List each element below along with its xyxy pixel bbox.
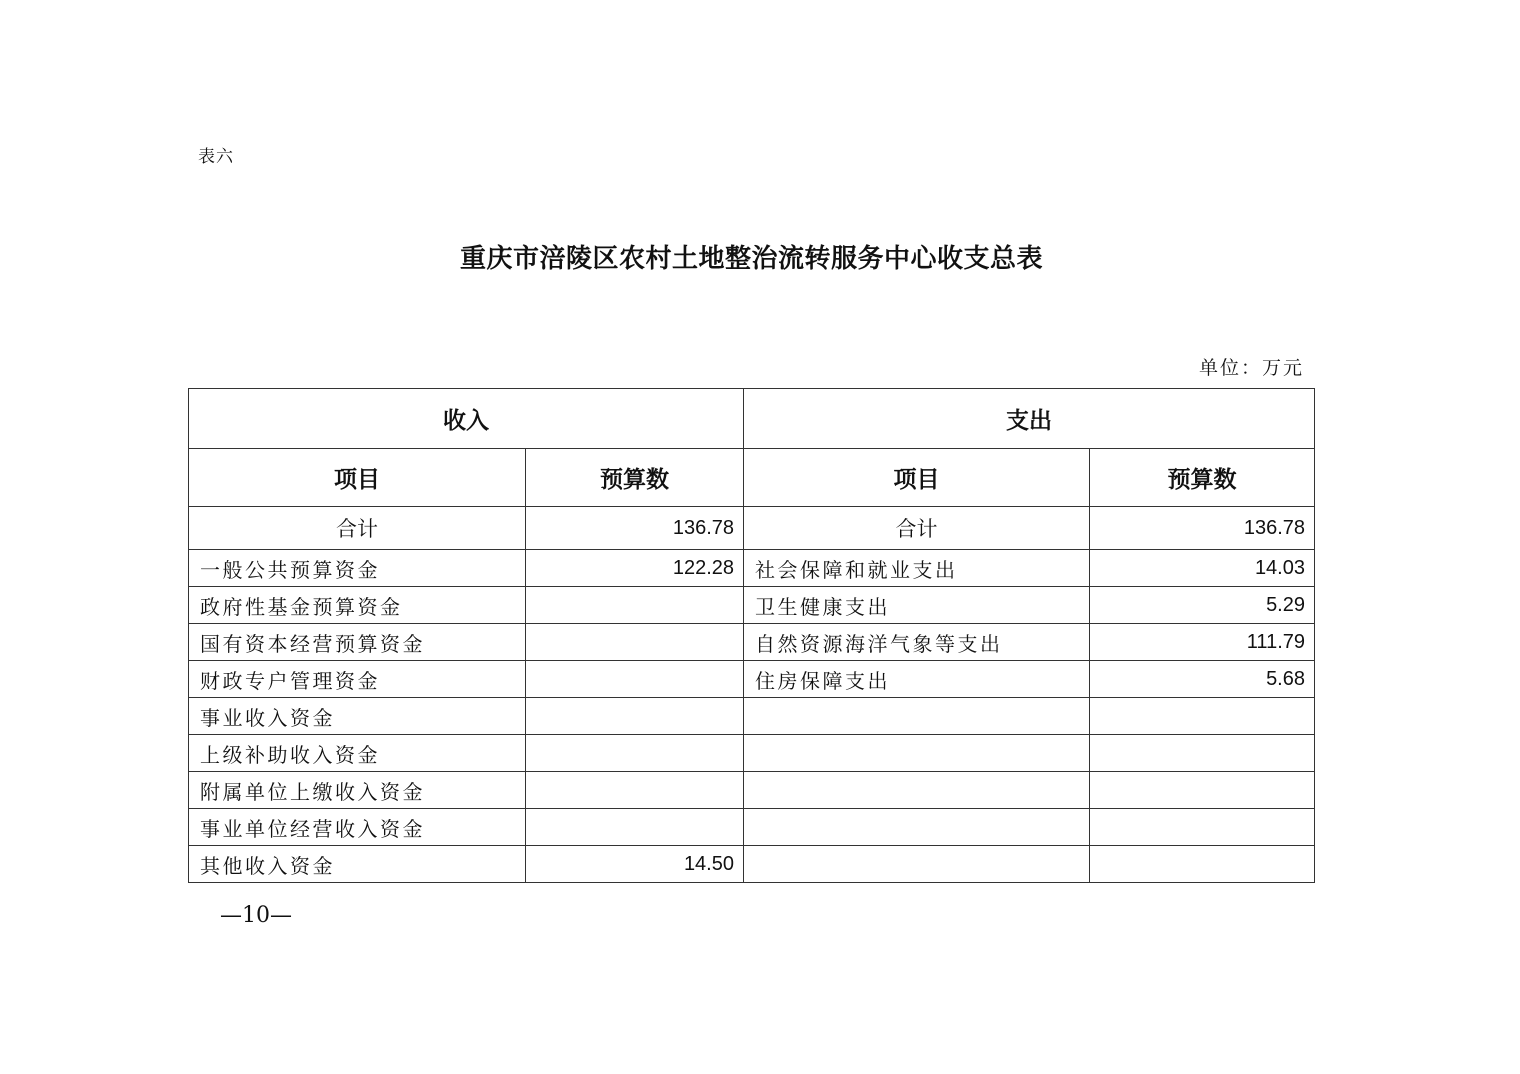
income-value — [526, 809, 744, 846]
expenditure-item: 自然资源海洋气象等支出 — [744, 624, 1090, 661]
expenditure-header: 支出 — [744, 389, 1315, 449]
income-value: 14.50 — [526, 846, 744, 883]
total-row — [189, 507, 1315, 550]
expenditure-item — [744, 772, 1090, 809]
income-budget-header: 预算数 — [526, 449, 744, 507]
expenditure-total-label: 合计 — [744, 507, 1090, 550]
expenditure-value — [1090, 698, 1315, 735]
table-row — [189, 698, 1315, 735]
table-row — [189, 772, 1315, 809]
income-value — [526, 661, 744, 698]
expenditure-item — [744, 846, 1090, 883]
table-row — [189, 587, 1315, 624]
table-row — [189, 846, 1315, 883]
expenditure-value: 5.29 — [1090, 587, 1315, 624]
income-value — [526, 698, 744, 735]
income-item: 事业单位经营收入资金 — [189, 809, 526, 846]
expenditure-value — [1090, 772, 1315, 809]
income-total-value: 136.78 — [526, 507, 744, 550]
income-value — [526, 587, 744, 624]
expenditure-item-header: 项目 — [744, 449, 1090, 507]
expenditure-value — [1090, 809, 1315, 846]
income-total-label: 合计 — [189, 507, 526, 550]
expenditure-value: 5.68 — [1090, 661, 1315, 698]
income-item: 财政专户管理资金 — [189, 661, 526, 698]
income-item-header: 项目 — [189, 449, 526, 507]
section-header-row — [189, 389, 1315, 449]
unit-label: 单位：万元 — [1198, 357, 1304, 379]
column-header-row — [189, 449, 1315, 507]
income-item: 国有资本经营预算资金 — [189, 624, 526, 661]
expenditure-value: 14.03 — [1090, 550, 1315, 587]
income-header: 收入 — [189, 389, 744, 449]
income-value: 122.28 — [526, 550, 744, 587]
expenditure-item: 住房保障支出 — [744, 661, 1090, 698]
income-item: 政府性基金预算资金 — [189, 587, 526, 624]
expenditure-item — [744, 809, 1090, 846]
table-row — [189, 809, 1315, 846]
income-item: 事业收入资金 — [189, 698, 526, 735]
expenditure-item: 卫生健康支出 — [744, 587, 1090, 624]
income-item: 一般公共预算资金 — [189, 550, 526, 587]
table-row — [189, 661, 1315, 698]
table-row — [189, 550, 1315, 587]
page-number: —10— — [220, 903, 292, 928]
income-value — [526, 624, 744, 661]
table-label: 表六 — [198, 147, 234, 167]
income-item: 上级补助收入资金 — [189, 735, 526, 772]
income-value — [526, 735, 744, 772]
expenditure-value: 111.79 — [1090, 624, 1315, 661]
page-title: 重庆市涪陵区农村土地整治流转服务中心收支总表 — [459, 244, 1043, 274]
budget-table — [188, 388, 1315, 883]
income-value — [526, 772, 744, 809]
income-item: 附属单位上缴收入资金 — [189, 772, 526, 809]
expenditure-value — [1090, 735, 1315, 772]
expenditure-budget-header: 预算数 — [1090, 449, 1315, 507]
expenditure-value — [1090, 846, 1315, 883]
expenditure-total-value: 136.78 — [1090, 507, 1315, 550]
expenditure-item — [744, 735, 1090, 772]
expenditure-item — [744, 698, 1090, 735]
table-row — [189, 735, 1315, 772]
expenditure-item: 社会保障和就业支出 — [744, 550, 1090, 587]
income-item: 其他收入资金 — [189, 846, 526, 883]
table-row — [189, 624, 1315, 661]
